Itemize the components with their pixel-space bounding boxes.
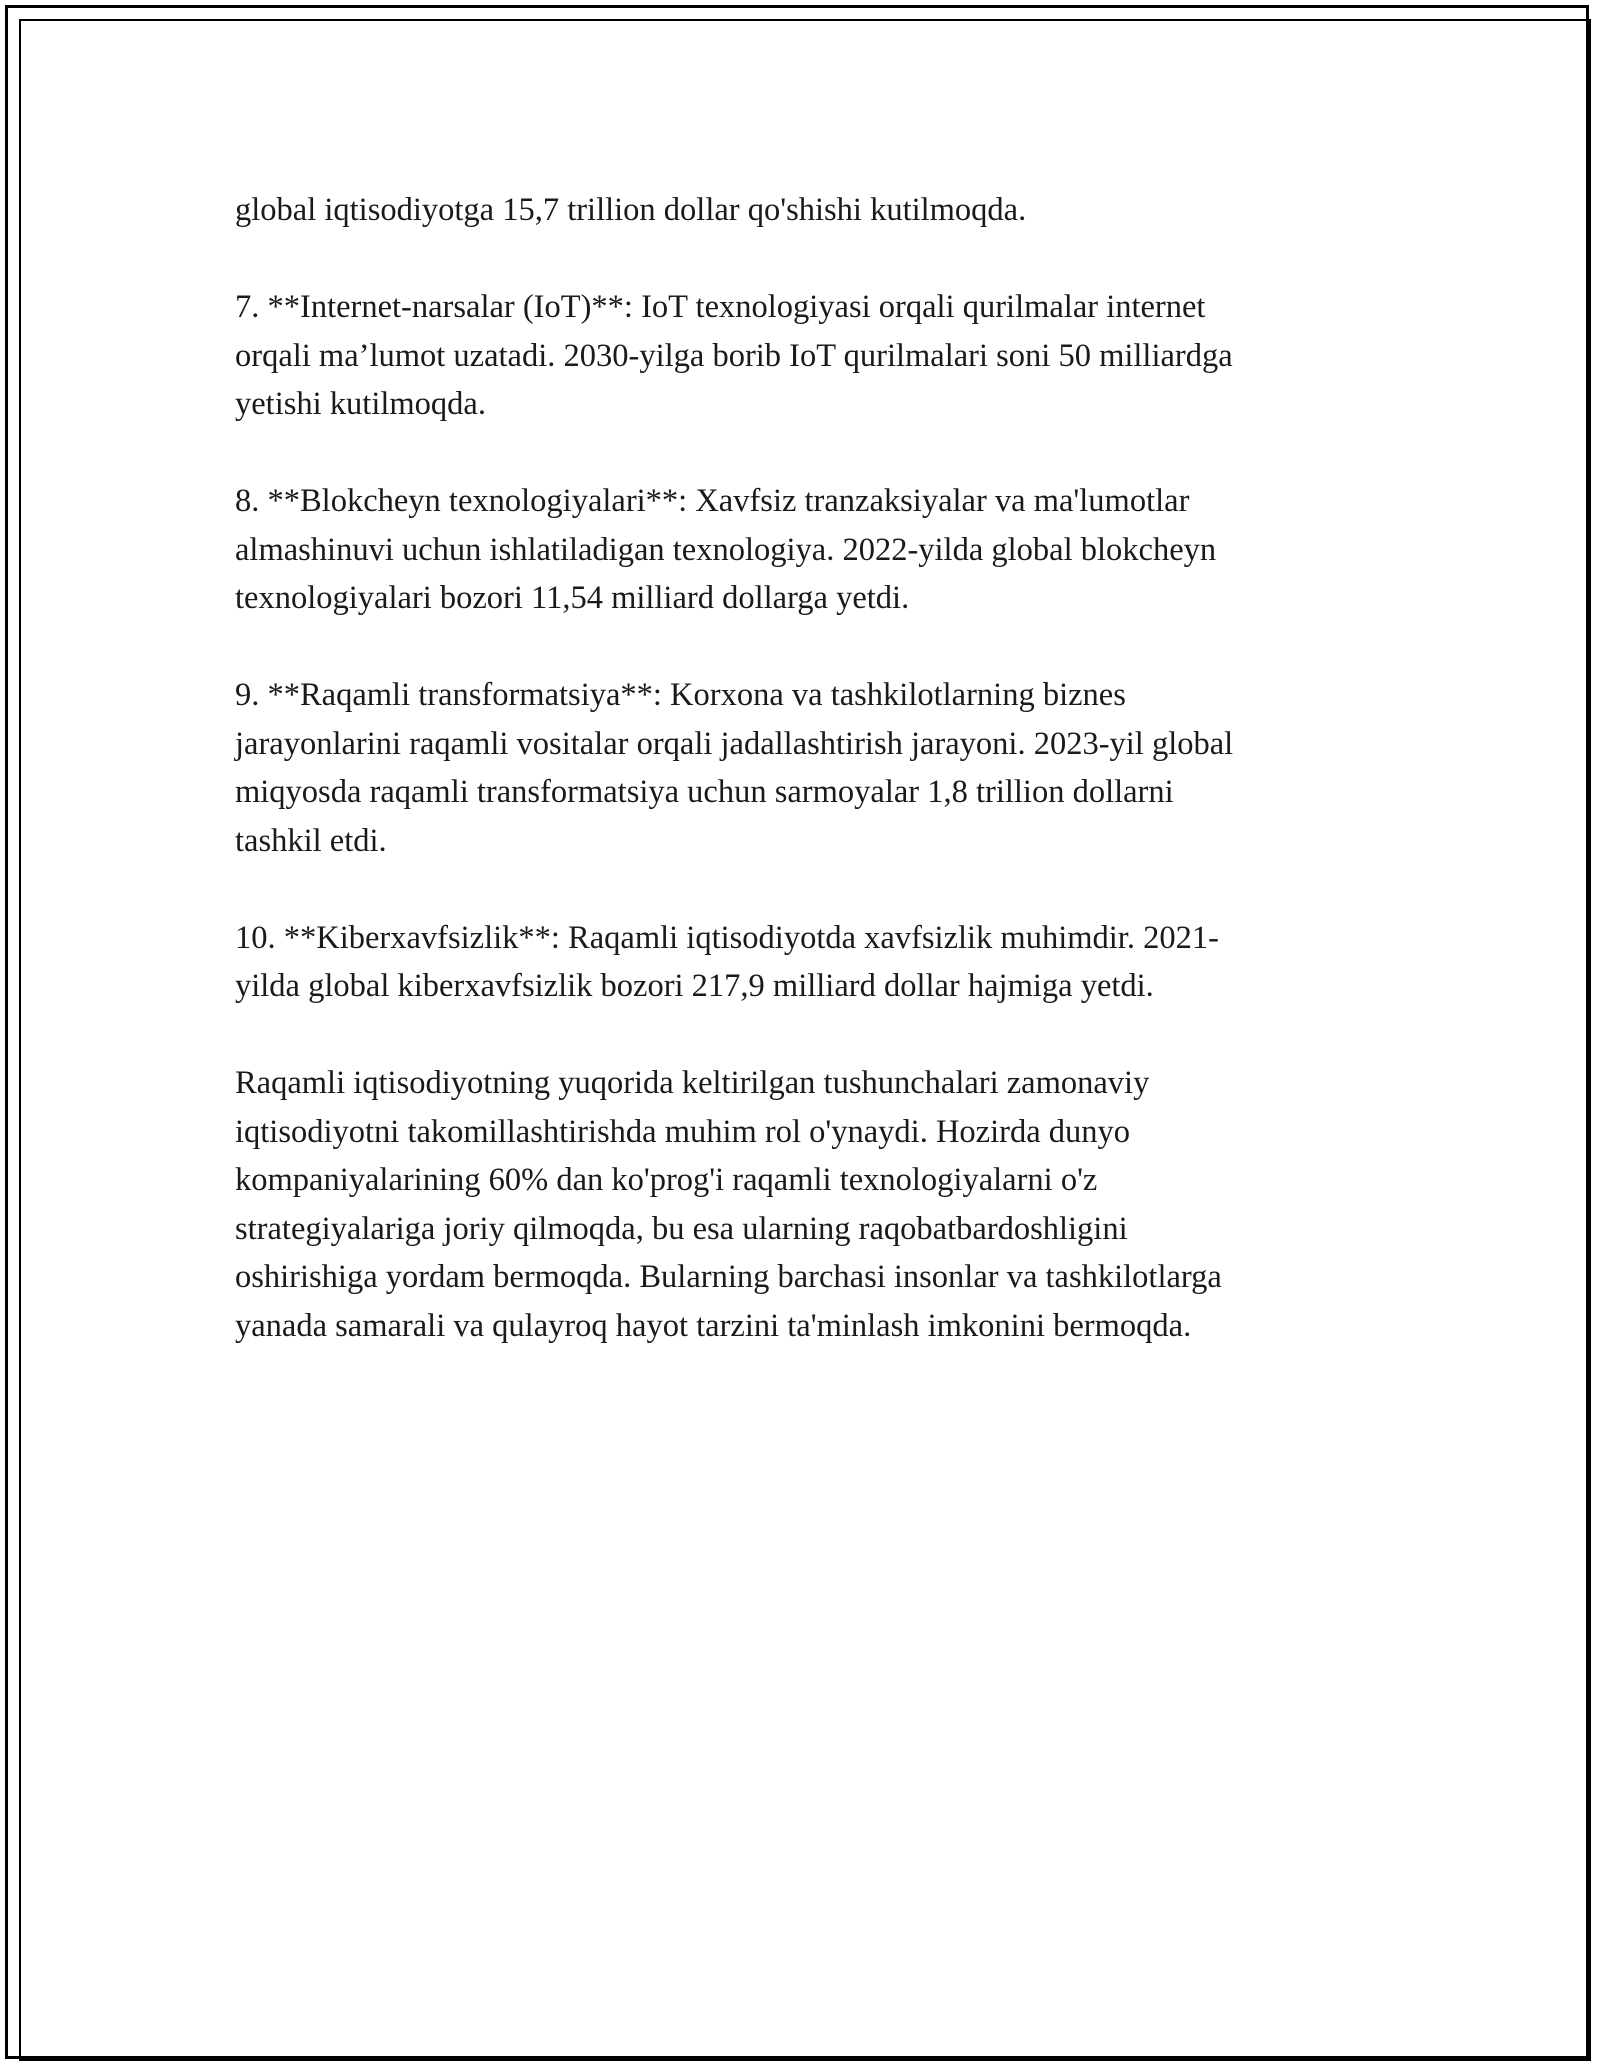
paragraph-conclusion: [235, 1059, 1395, 1350]
text-line: 9. **Raqamli transformatsiya**: Korxona va tashkilotlarning biznes: [235, 677, 1126, 713]
text-line: strategiyalariga joriy qilmoqda, bu esa ularning raqobatbardoshligini: [235, 1210, 1128, 1247]
text-line: almashinuvi uchun ishlatiladigan texnologiya. 2022-yilda global blokcheyn: [235, 531, 1217, 568]
text-line: Raqamli iqtisodiyotning yuqorida keltirilgan tushunchalari zamonaviy: [235, 1065, 1150, 1101]
paragraph-iot: [235, 283, 1395, 429]
text-line: kompaniyalarining 60% dan ko'prog'i raqamli texnologiyalarni o'z: [235, 1162, 1098, 1198]
text-line: miqyosda raqamli transformatsiya uchun sarmoyalar 1,8 trillion dollarni: [235, 774, 1174, 810]
document-body: [235, 186, 1395, 1399]
text-line: yetishi kutilmoqda.: [235, 386, 486, 422]
text-line: oshirishiga yordam bermoqda. Bularning barchasi insonlar va tashkilotlarga: [235, 1259, 1222, 1295]
paragraph-cybersecurity: [235, 914, 1395, 1011]
text-line: yilda global kiberxavfsizlik bozori 217,9 milliard dollar hajmiga yetdi.: [235, 968, 1154, 1004]
text-line: texnologiyalari bozori 11,54 milliard dollarga yetdi.: [235, 580, 910, 616]
paragraph-continuation: [235, 186, 1395, 235]
text-line: global iqtisodiyotga 15,7 trillion dollar qo'shishi kutilmoqda.: [235, 192, 1027, 228]
text-line: jarayonlarini raqamli vositalar orqali jadallashtirish jarayoni. 2023-yil global: [235, 725, 1234, 762]
text-line: 7. **Internet-narsalar (IoT)**: IoT texnologiyasi orqali qurilmalar internet: [235, 289, 1206, 325]
text-line: yanada samarali va qulayroq hayot tarzini ta'minlash imkonini bermoqda.: [235, 1307, 1192, 1344]
text-line: orqali ma’lumot uzatadi. 2030-yilga borib IoT qurilmalari soni 50 milliardga: [235, 337, 1233, 374]
text-line: 10. **Kiberxavfsizlik**: Raqamli iqtisodiyotda xavfsizlik muhimdir. 2021-: [235, 919, 1219, 956]
text-line: tashkil etdi.: [235, 822, 387, 859]
text-line: iqtisodiyotni takomillashtirishda muhim rol o'ynaydi. Hozirda dunyo: [235, 1113, 1131, 1150]
paragraph-blockchain: [235, 477, 1395, 623]
text-line: 8. **Blokcheyn texnologiyalari**: Xavfsiz tranzaksiyalar va ma'lumotlar: [235, 483, 1190, 519]
paragraph-digital-transformation: [235, 671, 1395, 865]
